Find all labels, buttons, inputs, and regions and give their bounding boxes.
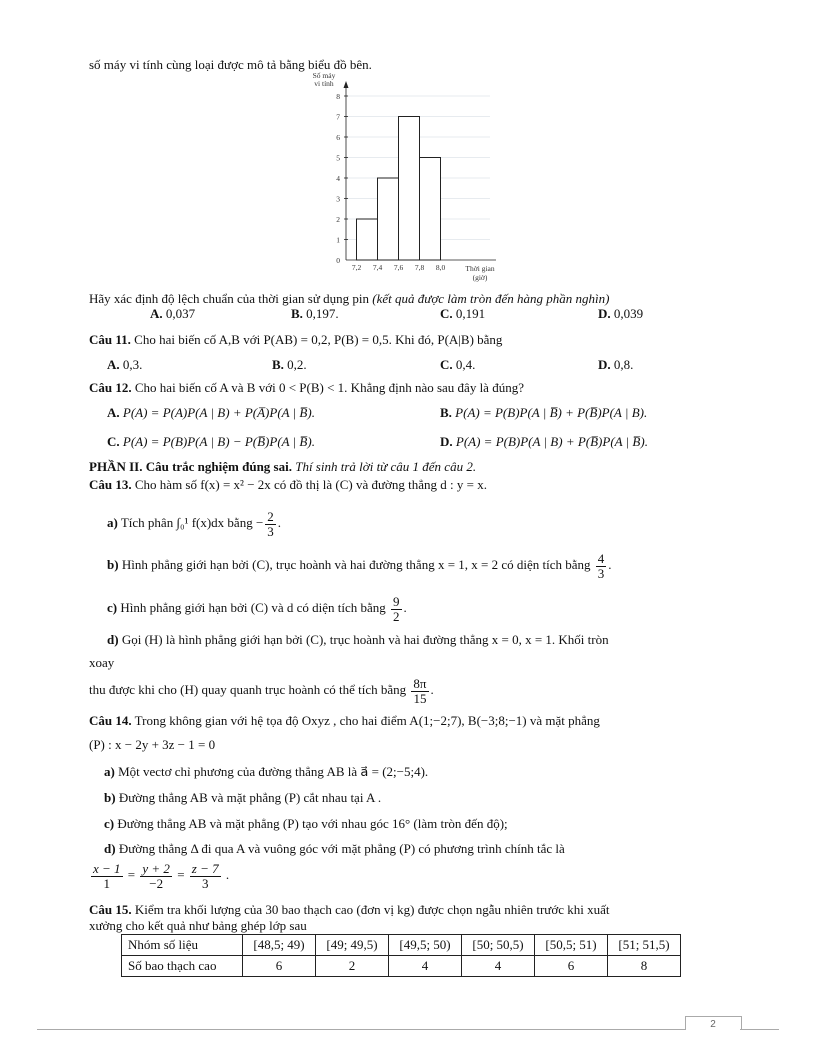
intro-text: số máy vi tính cùng loại được mô tả bằng biểu đồ bên. [89,57,372,72]
part2-heading: PHẦN II. Câu trắc nghiệm đúng sai. Thí sinh trả lời từ câu 1 đến câu 2. [89,459,477,474]
q10-option-a: A. 0,037 [150,306,196,321]
q13-d-line3: thu được khi cho (H) quay quanh trục hoành có thể tích bằng $\frac{8\pi}{15}$ . [89,675,434,706]
table-row: Số bao thạch cao 6 2 4 4 6 8 [122,956,681,977]
q13-b-fraction: $\frac{4}{3}$ [597,550,605,581]
footer-rule-right [740,1029,779,1030]
x-tick-label: 7,2 [351,263,362,272]
q10-option-c: C. 0,191 [440,306,486,321]
y-tick-label: 2 [336,215,340,224]
q15-table [121,934,681,977]
chart-bars [357,117,441,261]
q13-a: a) Tích phân ∫₀¹ f(x)dx bằng − $\frac{2}{3}$ . [107,508,282,539]
y-tick-label: 0 [336,256,340,265]
histogram-bar [399,117,420,261]
y-tick-label: 1 [336,235,340,245]
x-axis-title: (giờ) [472,273,488,282]
x-tick-label: 8,0 [435,263,446,272]
q11-option-b: B. 0,2. [272,357,307,372]
q13-d-fraction: $\frac{8\pi}{15}$ [413,675,427,706]
y-tick-label: 4 [336,174,340,183]
footer-rule-left [37,1029,685,1030]
q13-d-line2: xoay [89,655,115,670]
q11-option-c: C. 0,4. [440,357,476,372]
q11-option-a: A. 0,3. [107,357,143,372]
x-tick-label: 7,6 [393,263,404,272]
q11-stem: Câu 11. Cho hai biến cố A,B với P(AB) = 0,2, P(B) = 0,5. Khi đó, P(A|B) bằng [89,332,503,347]
q13-a-fraction: $\frac{2}{3}$ [267,508,274,539]
q14-stem: Câu 14. Trong không gian với hệ tọa độ Oxyz , cho hai điểm A(1;−2;7), B(−3;8;−1) và mặt phẳng [89,713,600,728]
q14-a: a) Một vectơ chỉ phương của đường thẳng AB là a⃗ = (2;−5;4). [104,764,429,779]
x-tick-label: 7,8 [414,263,425,272]
x-axis-title: Thời gian [465,264,495,273]
q14-c: c) Đường thẳng AB và mặt phẳng (P) tạo với nhau góc 16° (làm tròn đến độ); [104,816,508,831]
histogram-bar [378,178,399,260]
q12-option-b: B. P(A) = P(B)P(A | B̅) + P(B̅)P(A | B). [440,405,648,420]
histogram-bar [420,158,441,261]
q14-d: d) Đường thẳng Δ đi qua A và vuông góc với mặt phẳng (P) có phương trình chính tắc là [104,841,565,856]
q11-option-d: D. 0,8. [598,357,634,372]
x-tick-label: 7,4 [372,263,383,272]
y-tick-label: 8 [336,92,340,101]
histogram-chart [300,70,520,290]
q14-plane: (P) : x − 2y + 3z − 1 = 0 [89,737,216,752]
q13-stem: Câu 13. Cho hàm số f(x) = x² − 2x có đồ thị là (C) và đường thẳng d : y = x. [89,477,488,492]
y-axis-title: Số máy [312,71,336,80]
q10-option-b: B. 0,197. [291,306,339,321]
y-tick-label: 7 [336,112,340,122]
q13-b: b) Hình phẳng giới hạn bởi (C), trục hoành và hai đường thẳng x = 1, x = 2 có diện tích bằng $\frac{4}{3}$ . [107,550,612,581]
q12-option-a: A. P(A) = P(A)P(A | B) + P(A̅)P(A | B̅). [107,405,315,420]
q14-b: b) Đường thẳng AB và mặt phẳng (P) cắt nhau tại A . [104,790,382,805]
y-axis-title: vi tính [314,79,334,88]
q13-c-fraction: $\frac{9}{2}$ [393,593,400,624]
page-number: 2 [710,1019,716,1030]
q12-stem: Câu 12. Cho hai biến cố A và B với 0 < P(B) < 1. Khẳng định nào sau đây là đúng? [89,380,524,395]
y-tick-label: 5 [336,153,340,163]
q13-c: c) Hình phẳng giới hạn bởi (C) và d có diện tích bằng $\frac{9}{2}$ . [107,593,407,624]
q12-option-d: D. P(A) = P(B)P(A | B) + P(B̅)P(A | B̅). [440,434,648,449]
q15-stem: Câu 15. Kiểm tra khối lượng của 30 bao thạch cao (đơn vị kg) được chọn ngẫu nhiên trước khi xuất [89,902,610,917]
table-row: Nhóm số liệu [48,5; 49) [49; 49,5) [49,5; 50) [50; 50,5) [50,5; 51) [51; 51,5) [122,935,681,956]
histogram-bar [357,219,378,260]
q13-d-line1: d) Gọi (H) là hình phẳng giới hạn bởi (C), trục hoành và hai đường thẳng x = 0, x = 1. Khối tròn [107,632,609,647]
q10-prompt: Hãy xác định độ lệch chuẩn của thời gian sử dụng pin (kết quả được làm tròn đến hàng phần nghìn) [89,291,610,306]
q14-equation: $\frac{x - 1}{1}$ = $\frac{y + 2}{-2}$ = $\frac{z - 7}{3}$ . [93,860,230,891]
q15-stem-2: xưởng cho kết quả như bảng ghép lớp sau [89,918,307,933]
q12-option-c: C. P(A) = P(B)P(A | B) − P(B̅)P(A | B̅). [107,434,315,449]
y-tick-label: 3 [336,194,340,204]
q10-option-d: D. 0,039 [598,306,644,321]
y-tick-label: 6 [336,133,340,142]
y-axis-arrow [344,81,349,88]
